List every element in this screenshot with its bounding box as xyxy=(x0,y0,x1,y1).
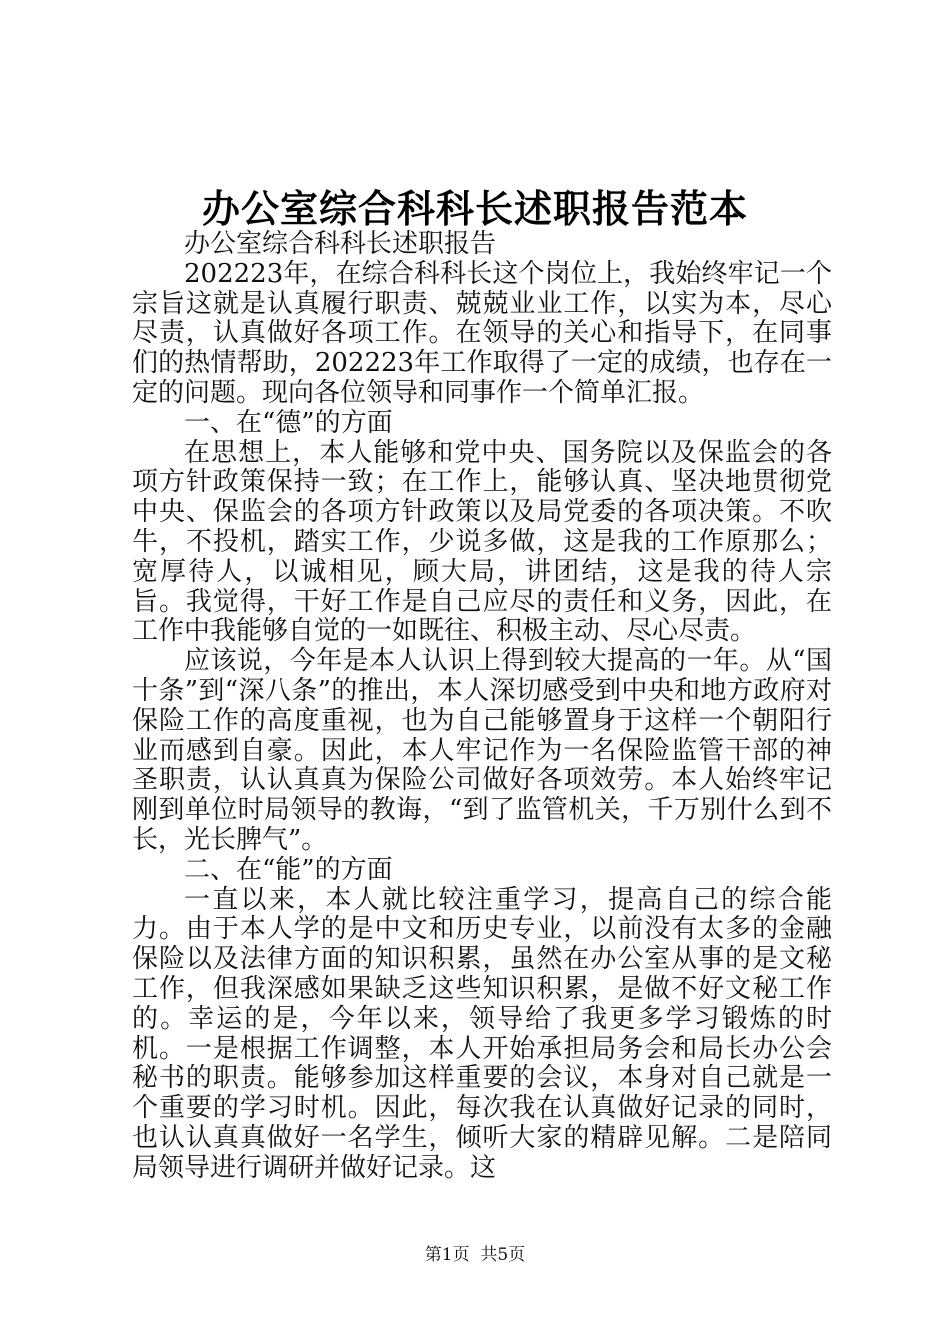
paragraph-intro: 202223年，在综合科科长这个岗位上，我始终牢记一个宗旨这就是认真履行职责、兢兢业业工作，以实为本，尽心尽责，认真做好各项工作。在领导的关心和指导下，在同事们的热情帮助，202223年工作取得了一定的成绩，也存在一定的问题。现向各位领导和同事作一个简单汇报。 xyxy=(132,258,832,408)
section-heading-virtue: 一、在“德”的方面 xyxy=(184,407,393,438)
section-heading-ability: 二、在“能”的方面 xyxy=(184,854,393,885)
document-title: 办公室综合科科长述职报告范本 xyxy=(201,186,748,231)
paragraph-awareness: 应该说，今年是本人认识上得到较大提高的一年。从“国十条”到“深八条”的推出，本人深切感受到中央和地方政府对保险工作的高度重视，也为自己能够置身于这样一个朝阳行业而感到自豪。因此，本人牢记作为一名保险监管干部的神圣职责，认认真真为保险公司做好各项效劳。本人始终牢记刚到单位时局领导的教诲，“到了监管机关，千万别什么到不长，光长脾气”。 xyxy=(132,646,832,855)
paragraph-subtitle: 办公室综合科科长述职报告 xyxy=(184,229,497,259)
paragraph-thought: 在思想上，本人能够和党中央、国务院以及保监会的各项方针政策保持一致；在工作上，能够认真、坚决地贯彻党中央、保监会的各项方针政策以及局党委的各项决策。不吹牛，不投机，踏实工作，少说多做，这是我的工作原那么；宽厚待人，以诚相见，顾大局，讲团结，这是我的待人宗旨。我觉得，干好工作是自己应尽的责任和义务，因此，在工作中我能够自觉的一如既往、积极主动、尽心尽责。 xyxy=(132,437,832,647)
page-footer: 第1页 共5页 xyxy=(424,1245,526,1265)
paragraph-learning: 一直以来，本人就比较注重学习，提高自己的综合能力。由于本人学的是中文和历史专业，以前没有太多的金融保险以及法律方面的知识积累，虽然在办公室从事的是文秘工作，但我深感如果缺乏这些知识积累，是做不好文秘工作的。幸运的是，今年以来，领导给了我更多学习锻炼的时机。一是根据工作调整，本人开始承担局务会和局长办公会秘书的职责。能够参加这样重要的会议，本身对自己就是一个重要的学习时机。因此，每次我在认真做好记录的同时，也认认真真做好一名学生，倾听大家的精辟见解。二是陪同局领导进行调研并做好记录。这 xyxy=(132,884,832,1183)
document-body xyxy=(132,230,832,1184)
